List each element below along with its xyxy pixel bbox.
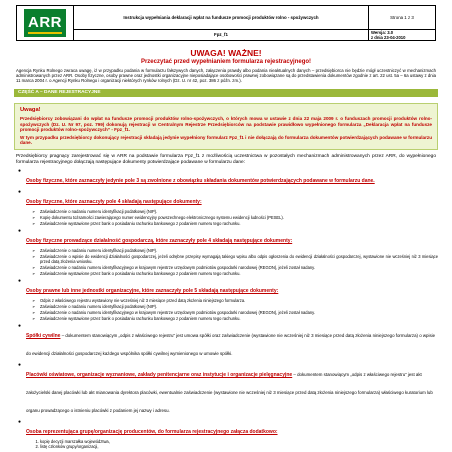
item-heading: Osoby fizyczne, które zaznaczyły pole 4 składają następujące dokumenty: — [26, 198, 202, 205]
numbered-list — [26, 439, 438, 449]
alert-paragraph-2: W tym przypadku przedsiębiorcy dokonujący rejestracji składają jedynie wypełniony formularz Fpz_f1 i nie dołączają do formularza dokumentów potwierdzających podawane w formularzu dane. — [20, 134, 432, 145]
version-number: Wersja: 3.0 — [371, 29, 394, 35]
bullet-icon: ● — [18, 167, 22, 174]
item-text — [26, 279, 438, 297]
item-heading: Placówki oświatowe, organizacje wyznaniowe, zakłady penitencjarne oraz instytucje i organizacje pielęgnacyjne — [26, 371, 293, 378]
sub-list-item — [32, 254, 438, 264]
sub-item-text: Odpis z właściwego rejestru wystawiony nie wcześniej niż 3 miesiące przed datą złożenia niniejszego formularza. — [40, 297, 246, 303]
sub-list-item — [32, 265, 438, 270]
list-item — [18, 279, 438, 321]
section-header: CZĘŚĆ A – DANE REJESTRACYJNE — [14, 89, 438, 97]
item-body: – dokumentem stanowiącym „odpis z właściwego rejestru” jest akt założycielski danej placówki lub akt mianowania dyrektora placówki, ewentualnie zaświadczenie (wystawione nie wcześniej niż 3 miesiące przed datą złożenia niniejszego formularza) właściwego kuratorium lub organu prowadzącego o istnieniu placówki z podaniem jej nazwy i adresu. — [26, 371, 433, 413]
sub-list — [26, 248, 438, 276]
sub-list-item — [32, 316, 438, 321]
arrow-bullet-icon: ➢ — [32, 208, 36, 214]
numbered-list-item: 2. listę członków grupy/organizacji, — [40, 444, 438, 449]
list-item — [18, 190, 438, 226]
item-text — [26, 190, 438, 208]
item-body: – dokumentem stanowiącym „odpis z właściwego rejestru” jest umowa spółki oraz zaświadczenie (wystawione nie wcześniej niż 3 miesiące przed datą złożenia niniejszego formularza) o wpisie do ewidencji działalności gospodarczej każdego wspólnika spółki cywilnej wymienionego w umowie spółki. — [26, 332, 436, 356]
warning-subtitle: Przeczytać przed wypełnianiem formularza rejestracyjnego! — [140, 59, 312, 65]
sub-item-text: Zaświadczenie wystawione przez bank o posiadaniu rachunku bankowego z podaniem numeru tego rachunku. — [40, 220, 241, 226]
item-text — [26, 324, 438, 360]
page-number: Strona 1 z 3 — [369, 6, 436, 30]
warning-intro: Agencja Rynku Rolnego zwraca uwagę, iż w przypadku podania w formularzu fałszywych danych, załączenia prawdy albo podania nieaktualnych danych – przedsiębiorca nie będzie mógł uczestniczyć w mechanizmach administrowanych przez ARR. Osoby fizyczne, osoby prawne oraz jednostki organizacyjne nieposiadające osobowości prawnej zobowiązane są do przedstawienia dokumentów zgodnie z art. 22 ust. 5a – 6a ustawy z dnia 11 marca 2004 r. o Agencji Rynku Rolnego i organizacji niektórych rynków rolnych (Dz. U. nr 42, poz. 386 z późn. zm.). — [16, 68, 436, 84]
bullet-icon: ● — [18, 361, 22, 368]
arrow-bullet-icon: ➢ — [32, 253, 36, 259]
document-title: Instrukcja wypełniania deklaracji wpłat na fundusze promocji produktów rolno - spożywczych — [74, 6, 369, 30]
numbered-list-item: 1. kopię decyzji marszałka województwa, — [40, 439, 438, 444]
document-page — [14, 5, 438, 449]
list-item — [18, 324, 438, 360]
sub-list-item — [32, 221, 438, 226]
bullet-icon: ● — [18, 418, 22, 425]
arrow-bullet-icon: ➢ — [32, 309, 36, 315]
sub-list-item — [32, 248, 438, 253]
alert-paragraph-1: Przedsiębiorcy zobowiązani do wpłat na fundusze promocji produktów rolno-spożywczych, o których mowa w ustawie z dnia 22 maja 2009 r. o funduszach promocji produktów rolno-spożywczych (Dz. U. Nr 97, poz. 799) dokonują rejestracji w Centralnym Rejestrze Przedsiębiorców na podstawie prawidłowo wypełnionego formularza „Deklaracja wpłat na fundusze promocji produktów rolno-spożywczych” - Fpz_f1. — [20, 116, 432, 133]
arrow-bullet-icon: ➢ — [32, 303, 36, 309]
sub-item-text: Zaświadczenie o nadaniu numeru identyfikacyjnego w krajowym rejestrze urzędowym podmiotów gospodarki narodowej (REGON), jeżeli został nadany. — [40, 264, 316, 270]
warning-title: UWAGA! WAŻNE! — [190, 48, 262, 58]
form-code: Fpz_f1 — [74, 29, 369, 40]
item-heading: Osoba reprezentująca grupę/organizację producentów, do formularza rejestracyjnego załącza dodatkowo: — [26, 428, 278, 435]
bullet-icon: ● — [18, 227, 22, 234]
sub-item-text: Zaświadczenie wystawione przez bank o posiadaniu rachunku bankowego z podaniem numeru tego rachunku. — [40, 315, 241, 321]
bullet-icon: ● — [18, 277, 22, 284]
arrow-bullet-icon: ➢ — [32, 297, 36, 303]
sub-item-text: Zaświadczenie o nadaniu numeru identyfikacji podatkowej (NIP). — [40, 208, 158, 214]
item-text — [26, 363, 438, 417]
item-heading: Spółki cywilne — [26, 332, 61, 339]
sub-list-item — [32, 304, 438, 309]
document-requirements-list — [14, 169, 438, 449]
bullet-icon: ● — [18, 188, 22, 195]
item-text — [26, 169, 438, 187]
alert-heading: Uwaga! — [20, 107, 41, 114]
sub-list — [26, 209, 438, 226]
lead-paragraph: Przedsiębiorcy pragnący zarejestrować się w ARR na podstawie formularza Fpz_f1 z możliwością uczestnictwa w pozostałych mechanizmach administrowanych przez ARR, do wypełnionego formularza rejestracyjnego dołączają następujące dokumenty potwierdzające podawane w formularzu dane: — [16, 154, 436, 166]
item-text — [26, 420, 438, 438]
sub-item-text: Zaświadczenie wystawione przez bank o posiadaniu rachunku bankowego z podaniem numeru tego rachunku. — [40, 270, 241, 276]
list-item — [18, 169, 438, 187]
sub-item-text: Zaświadczenie o nadaniu numeru identyfikacyjnego w krajowym rejestrze urzędowym podmiotów gospodarki narodowej (REGON), jeżeli został nadany. — [40, 309, 316, 315]
bullet-icon: ● — [18, 322, 22, 329]
item-heading: Osoby prawne lub inne jednostki organizacyjne, które zaznaczyły pole 5 składają następujące dokumenty: — [26, 287, 279, 294]
item-text — [26, 229, 438, 247]
logo-cell — [17, 6, 74, 41]
sub-list-item — [32, 271, 438, 276]
arrow-bullet-icon: ➢ — [32, 270, 36, 276]
arrow-bullet-icon: ➢ — [32, 214, 36, 220]
sub-item-text: Zaświadczenie o nadaniu numeru identyfikacji podatkowej (NIP). — [40, 303, 158, 309]
sub-item-text: Zaświadczenie o wpisie do ewidencji działalności gospodarczej, jeżeli odrębne przepisy wymagają takiego wpisu albo odpis ogłoszenia do ewidencji działalności gospodarczej, wystawione nie wcześniej niż 3 miesiące przed datą złożenia wniosku. — [40, 253, 438, 264]
list-item — [18, 420, 438, 449]
arrow-bullet-icon: ➢ — [32, 247, 36, 253]
sub-list — [26, 298, 438, 321]
arr-logo: ARR — [24, 9, 66, 37]
sub-list-item — [32, 298, 438, 303]
item-heading: Osoby fizyczne prowadzące działalność gospodarczą, które zaznaczyły pole 4 składają następujące dokumenty: — [26, 237, 293, 244]
sub-list-item — [32, 310, 438, 315]
sub-item-text: Zaświadczenie o nadaniu numeru identyfikacji podatkowej (NIP). — [40, 247, 158, 253]
arrow-bullet-icon: ➢ — [32, 315, 36, 321]
version-date: z dnia 23-04-2010 — [371, 34, 406, 40]
sub-list-item — [32, 209, 438, 214]
list-item — [18, 363, 438, 417]
arrow-bullet-icon: ➢ — [32, 220, 36, 226]
item-heading: Osoby fizyczne, które zaznaczyły jedynie pole 3 są zwolnione z obowiązku składania dokumentów potwierdzających podawane w formularzu dane. — [26, 177, 375, 184]
document-header — [16, 5, 436, 41]
version-info — [369, 29, 436, 40]
sub-item-text: Kopię dokumentu tożsamości zawierającego numer ewidencyjny powszechnego elektronicznego systemu ewidencji ludności (PESEL). — [40, 214, 284, 220]
alert-box — [14, 103, 438, 150]
sub-list-item — [32, 215, 438, 220]
list-item — [18, 229, 438, 276]
arrow-bullet-icon: ➢ — [32, 264, 36, 270]
